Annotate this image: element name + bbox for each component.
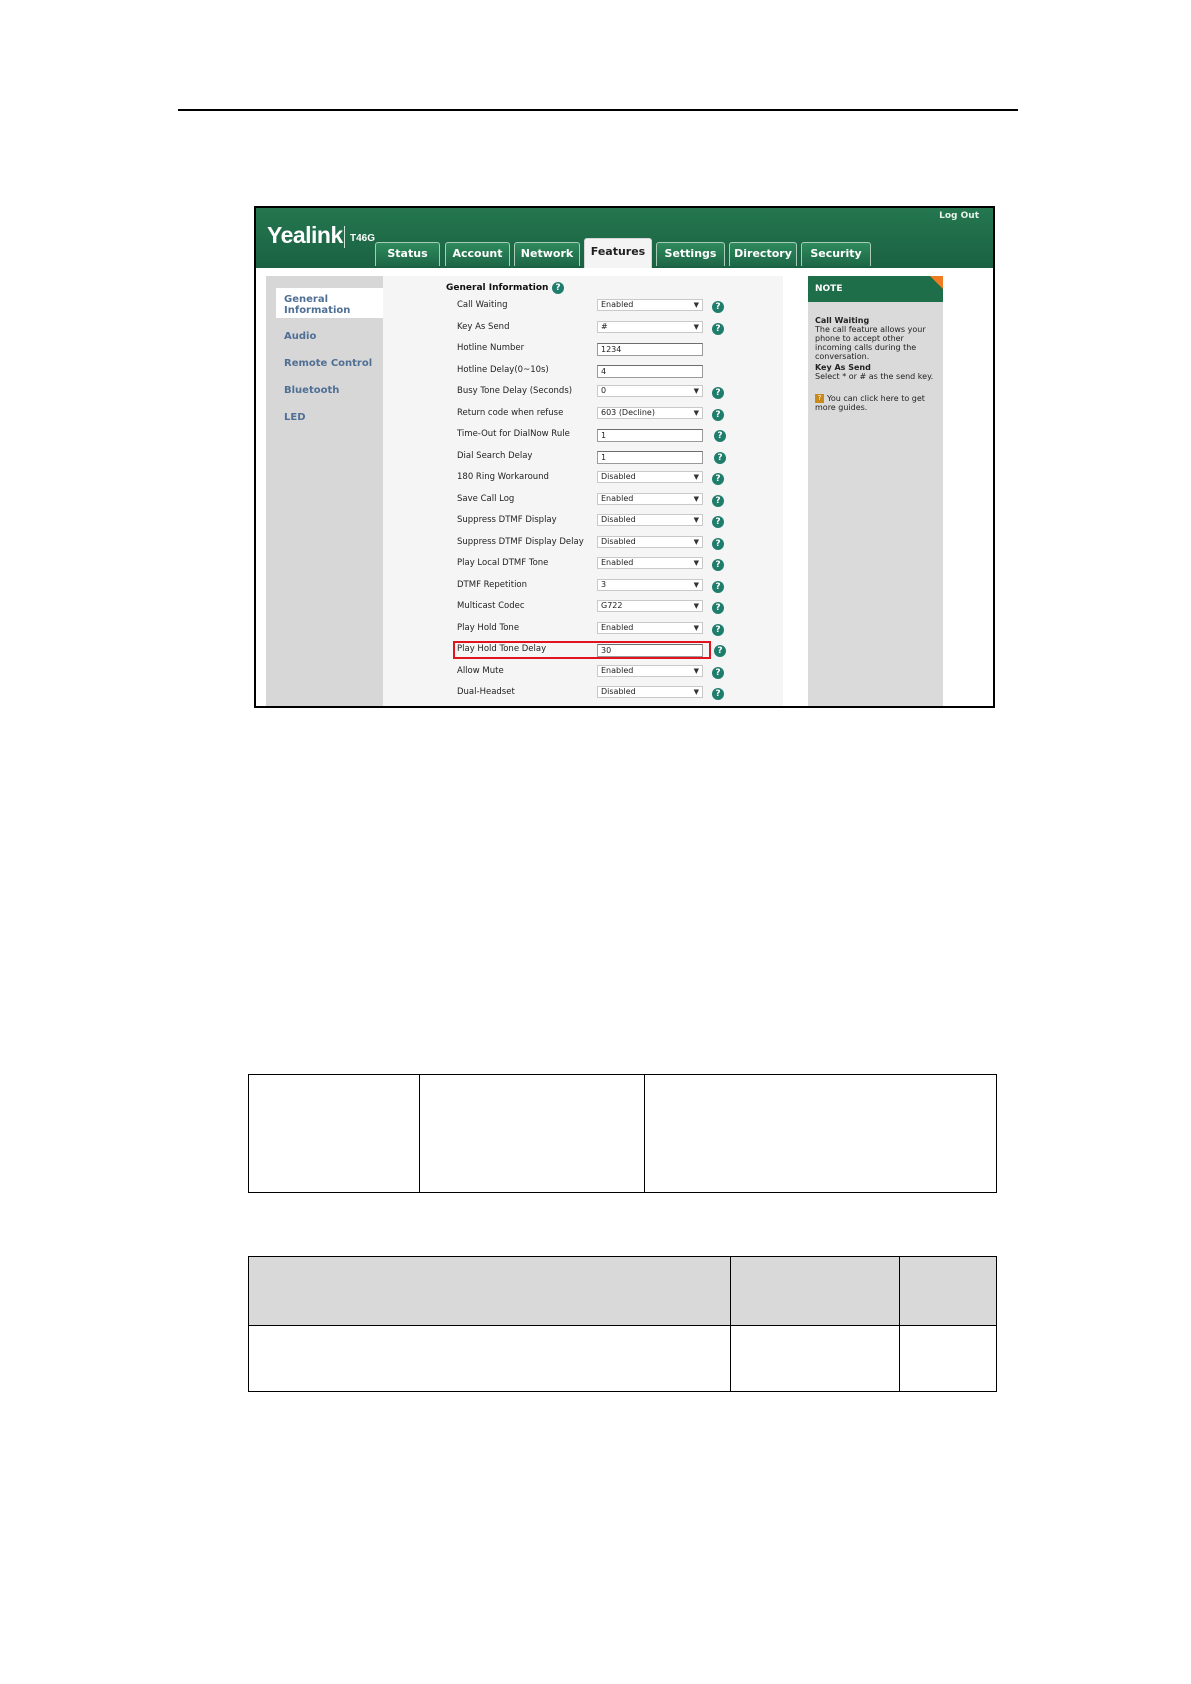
select-value: 603 (Decline)	[601, 408, 655, 417]
sidebar-item-remote-control[interactable]: Remote Control	[284, 358, 373, 369]
input-time-out-for-dialnow-rule[interactable]: 1	[597, 429, 703, 442]
note-call-waiting-title: Call Waiting	[815, 316, 870, 325]
select-play-hold-tone[interactable]	[597, 622, 703, 634]
field-label-suppress-dtmf-display-delay: Suppress DTMF Display Delay	[457, 537, 584, 547]
help-icon[interactable]: ?	[552, 282, 564, 294]
select-value: Disabled	[601, 472, 636, 481]
select-value: Enabled	[601, 623, 634, 632]
select-call-waiting[interactable]	[597, 299, 703, 311]
select-allow-mute[interactable]	[597, 665, 703, 677]
note-corner-marker	[930, 276, 943, 289]
logout-link[interactable]: Log Out	[939, 211, 979, 221]
tab-features[interactable]: Features	[584, 238, 652, 268]
input-dial-search-delay[interactable]: 1	[597, 451, 703, 464]
help-icon[interactable]: ?	[712, 409, 724, 421]
field-label-return-code-when-refuse: Return code when refuse	[457, 408, 564, 418]
dropdown-arrow-icon: ▼	[693, 688, 699, 696]
select-multicast-codec[interactable]	[597, 600, 703, 612]
table-2-divider	[899, 1257, 900, 1391]
select-value: Enabled	[601, 558, 634, 567]
note-guides-text[interactable]: You can click here to get more guides.	[815, 394, 925, 412]
input-hotline-number[interactable]: 1234	[597, 343, 703, 356]
field-label-dial-search-delay: Dial Search Delay	[457, 451, 533, 461]
sidebar	[266, 276, 383, 708]
select-value: Enabled	[601, 494, 634, 503]
field-label-multicast-codec: Multicast Codec	[457, 601, 525, 611]
select-value: Disabled	[601, 515, 636, 524]
input-play-hold-tone-delay[interactable]: 30	[597, 644, 703, 657]
section-title: General Information	[446, 283, 549, 293]
select-dtmf-repetition[interactable]	[597, 579, 703, 591]
note-guides[interactable]	[815, 394, 939, 412]
help-icon[interactable]: ?	[712, 323, 724, 335]
field-label-call-waiting: Call Waiting	[457, 300, 508, 310]
help-icon[interactable]: ?	[712, 516, 724, 528]
select-value: Disabled	[601, 687, 636, 696]
sidebar-item-led[interactable]: LED	[284, 412, 306, 423]
table-2-header-row	[249, 1257, 996, 1325]
note-call-waiting-text: The call feature allows your phone to accept other incoming calls during the conversation.	[815, 325, 926, 361]
select-dual-headset[interactable]	[597, 686, 703, 698]
select-key-as-send[interactable]	[597, 321, 703, 333]
guide-book-icon: ?	[815, 394, 824, 403]
select-value: 3	[601, 580, 607, 589]
select-value: Disabled	[601, 537, 636, 546]
help-icon[interactable]: ?	[712, 473, 724, 485]
dropdown-arrow-icon: ▼	[693, 559, 699, 567]
field-label-180-ring-workaround: 180 Ring Workaround	[457, 472, 549, 482]
help-icon[interactable]: ?	[714, 452, 726, 464]
select-value: 0	[601, 386, 607, 395]
field-label-play-hold-tone: Play Hold Tone	[457, 623, 520, 633]
document-table-1	[248, 1074, 997, 1193]
field-label-suppress-dtmf-display: Suppress DTMF Display	[457, 515, 557, 525]
dropdown-arrow-icon: ▼	[693, 473, 699, 481]
tab-directory[interactable]: Directory	[729, 242, 797, 266]
dropdown-arrow-icon: ▼	[693, 516, 699, 524]
field-label-play-hold-tone-delay: Play Hold Tone Delay	[457, 644, 547, 654]
select-save-call-log[interactable]	[597, 493, 703, 505]
dropdown-arrow-icon: ▼	[693, 323, 699, 331]
sidebar-item-general-information[interactable]: General Information	[284, 294, 351, 316]
help-icon[interactable]: ?	[712, 667, 724, 679]
tab-network[interactable]: Network	[514, 242, 580, 266]
note-key-as-send	[815, 363, 939, 381]
dropdown-arrow-icon: ▼	[693, 624, 699, 632]
select-180-ring-workaround[interactable]	[597, 471, 703, 483]
tab-status[interactable]: Status	[375, 242, 440, 266]
phone-web-ui-screenshot	[254, 206, 995, 708]
table-2-row-divider	[249, 1325, 996, 1326]
select-value: Enabled	[601, 300, 634, 309]
document-table-2	[248, 1256, 997, 1392]
field-label-allow-mute: Allow Mute	[457, 666, 504, 676]
select-busy-tone-delay-seconds[interactable]	[597, 385, 703, 397]
field-label-dual-headset: Dual-Headset	[457, 687, 515, 697]
field-label-key-as-send: Key As Send	[457, 322, 510, 332]
note-title: NOTE	[808, 276, 943, 302]
help-icon[interactable]: ?	[714, 645, 726, 657]
help-icon[interactable]: ?	[712, 387, 724, 399]
dropdown-arrow-icon: ▼	[693, 301, 699, 309]
help-icon[interactable]: ?	[714, 430, 726, 442]
table-2-divider	[730, 1257, 731, 1391]
dropdown-arrow-icon: ▼	[693, 495, 699, 503]
select-suppress-dtmf-display[interactable]	[597, 514, 703, 526]
note-key-as-send-text: Select * or # as the send key.	[815, 372, 934, 381]
tab-account[interactable]: Account	[445, 242, 510, 266]
select-play-local-dtmf-tone[interactable]	[597, 557, 703, 569]
field-label-hotline-number: Hotline Number	[457, 343, 525, 353]
help-icon[interactable]: ?	[712, 688, 724, 700]
tab-settings[interactable]: Settings	[656, 242, 725, 266]
dropdown-arrow-icon: ▼	[693, 581, 699, 589]
help-icon[interactable]: ?	[712, 495, 724, 507]
dropdown-arrow-icon: ▼	[693, 409, 699, 417]
field-label-time-out-for-dialnow-rule: Time-Out for DialNow Rule	[457, 429, 570, 439]
sidebar-item-bluetooth[interactable]: Bluetooth	[284, 385, 340, 396]
select-value: G722	[601, 601, 623, 610]
input-hotline-delay-0-10s[interactable]: 4	[597, 365, 703, 378]
dropdown-arrow-icon: ▼	[693, 667, 699, 675]
tab-security[interactable]: Security	[801, 242, 871, 266]
help-icon[interactable]: ?	[712, 559, 724, 571]
logo-separator	[344, 226, 345, 248]
sidebar-item-audio[interactable]: Audio	[284, 331, 317, 342]
table-1-divider	[419, 1075, 420, 1192]
help-icon[interactable]: ?	[712, 301, 724, 313]
note-panel	[808, 276, 943, 708]
brand-logo: Yealink	[267, 222, 343, 248]
top-banner	[256, 208, 993, 268]
field-label-hotline-delay-0-10s: Hotline Delay(0~10s)	[457, 365, 549, 375]
dropdown-arrow-icon: ▼	[693, 538, 699, 546]
header-rule	[178, 109, 1018, 111]
note-key-as-send-title: Key As Send	[815, 363, 871, 372]
help-icon[interactable]: ?	[712, 538, 724, 550]
select-value: #	[601, 322, 608, 331]
select-return-code-when-refuse[interactable]	[597, 407, 703, 419]
select-value: Enabled	[601, 666, 634, 675]
note-call-waiting	[815, 316, 939, 361]
help-icon[interactable]: ?	[712, 581, 724, 593]
help-icon[interactable]: ?	[712, 624, 724, 636]
dropdown-arrow-icon: ▼	[693, 602, 699, 610]
field-label-play-local-dtmf-tone: Play Local DTMF Tone	[457, 558, 549, 568]
field-label-save-call-log: Save Call Log	[457, 494, 515, 504]
field-label-dtmf-repetition: DTMF Repetition	[457, 580, 528, 590]
field-label-busy-tone-delay-seconds: Busy Tone Delay (Seconds)	[457, 386, 573, 396]
select-suppress-dtmf-display-delay[interactable]	[597, 536, 703, 548]
dropdown-arrow-icon: ▼	[693, 387, 699, 395]
model-label: T46G	[350, 233, 376, 244]
help-icon[interactable]: ?	[712, 602, 724, 614]
table-1-divider	[644, 1075, 645, 1192]
